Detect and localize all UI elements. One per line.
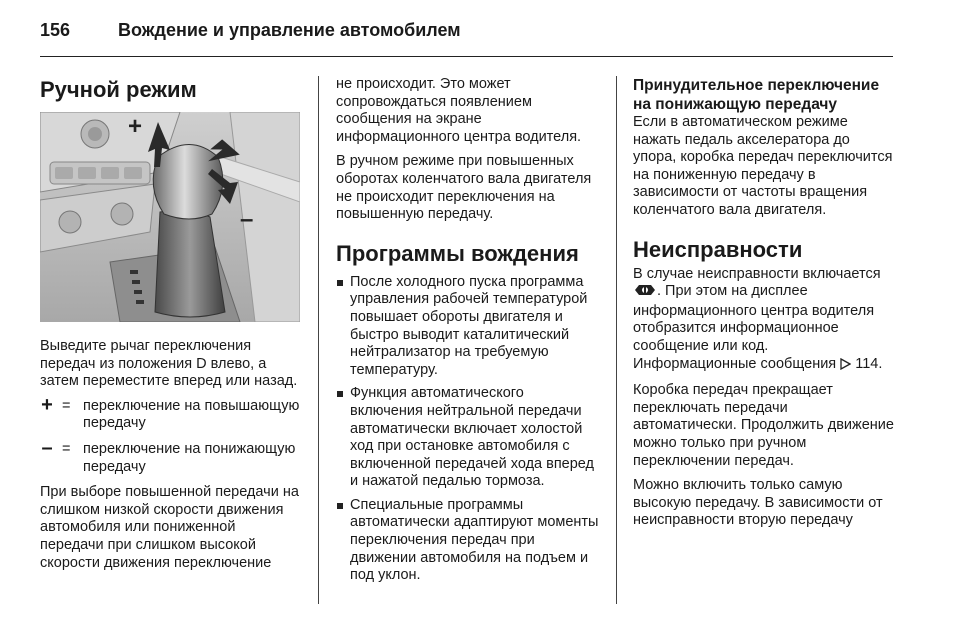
svg-text:–: – xyxy=(240,206,254,233)
page-reference[interactable]: 114. xyxy=(855,355,883,372)
page-number: 156 xyxy=(40,20,71,40)
minus-symbol: – xyxy=(41,436,53,459)
column-divider xyxy=(616,76,617,604)
faults-paragraph-2: Коробка передач прекращает переключать передачи автоматически. Продолжить движение можно только при ручном переключении передач. xyxy=(633,382,894,469)
list-item: Специальные программы автоматически адаптируют моменты переключения передач при движении автомобиля на подъем и под уклон. xyxy=(336,497,600,585)
plus-symbol: + xyxy=(41,393,53,416)
shift-restriction-paragraph: При выборе повышенной передачи на слишком низкой скорости движения автомобиля или пониженной передачи при слишком высокой скорости движения переключение xyxy=(40,484,299,571)
bullet-square-icon xyxy=(337,280,343,286)
section-title-driving-programs: Программы вождения xyxy=(336,240,579,266)
column-2 xyxy=(336,76,600,591)
definition-text: переключение на понижающую передачу xyxy=(83,440,296,475)
equals-sign: = xyxy=(62,397,71,414)
manual-mode-rpm-note: В ручном режиме при повышенных оборотах коленчатого вала двигателя не происходит переключения на повышенную передачу. xyxy=(336,153,592,223)
section-title-faults: Неисправности xyxy=(633,236,803,262)
list-item: После холодного пуска программа управления рабочей температурой повышает обороты двигателя и быстро выводит каталитический нейтрализатор на требуемую температуру. xyxy=(336,274,600,380)
gear-shift-illustration xyxy=(40,112,300,322)
column-divider xyxy=(318,76,319,604)
definition-text: переключение на повышающую передачу xyxy=(83,397,300,432)
header-rule xyxy=(40,56,893,57)
kickdown-text: Если в автоматическом режиме нажать педаль акселератора до упора, коробка передач переключится на пониженную передачу в зависимости от частоты вращения коленчатого вала двигателя. xyxy=(633,114,893,218)
column-3 xyxy=(633,76,895,537)
running-title: Вождение и управление автомобилем xyxy=(118,20,461,40)
manual-mode-intro: Выведите рычаг переключения передач из положения D влево, а затем переместите вперед или назад. xyxy=(40,338,298,390)
transmission-warning-icon xyxy=(633,283,657,303)
faults-paragraph-3: Можно включить только самую высокую передачу. В зависимости от неисправности вторую передачу xyxy=(633,477,883,529)
section-title-manual-mode: Ручной режим xyxy=(40,77,197,102)
bullet-square-icon xyxy=(337,503,343,509)
svg-text:+: + xyxy=(128,113,143,140)
column-1 xyxy=(40,76,302,579)
equals-sign: = xyxy=(62,440,71,457)
bullet-square-icon xyxy=(337,391,343,397)
shift-restriction-continued: не происходит. Это может сопровождаться появлением сообщения на экране информационного центра водителя. xyxy=(336,76,582,145)
definition-upshift xyxy=(40,393,302,433)
section-title-kickdown: Принудительное переключение на понижающую передачу xyxy=(633,77,880,113)
faults-paragraph-1: В случае неисправности включается . При этом на дисплее информационного центра водителя отобразится информационное сообщение или код. Информационные сообщения 114. xyxy=(633,266,895,376)
page-header xyxy=(40,20,893,56)
page-reference-icon xyxy=(840,358,851,376)
list-item: Функция автоматического включения нейтральной передачи автоматически включает холостой ход при остановке автомобиля с включенной передачей хода вперед и нажатой педалью тормоза. xyxy=(336,385,600,491)
definition-downshift xyxy=(40,436,302,476)
